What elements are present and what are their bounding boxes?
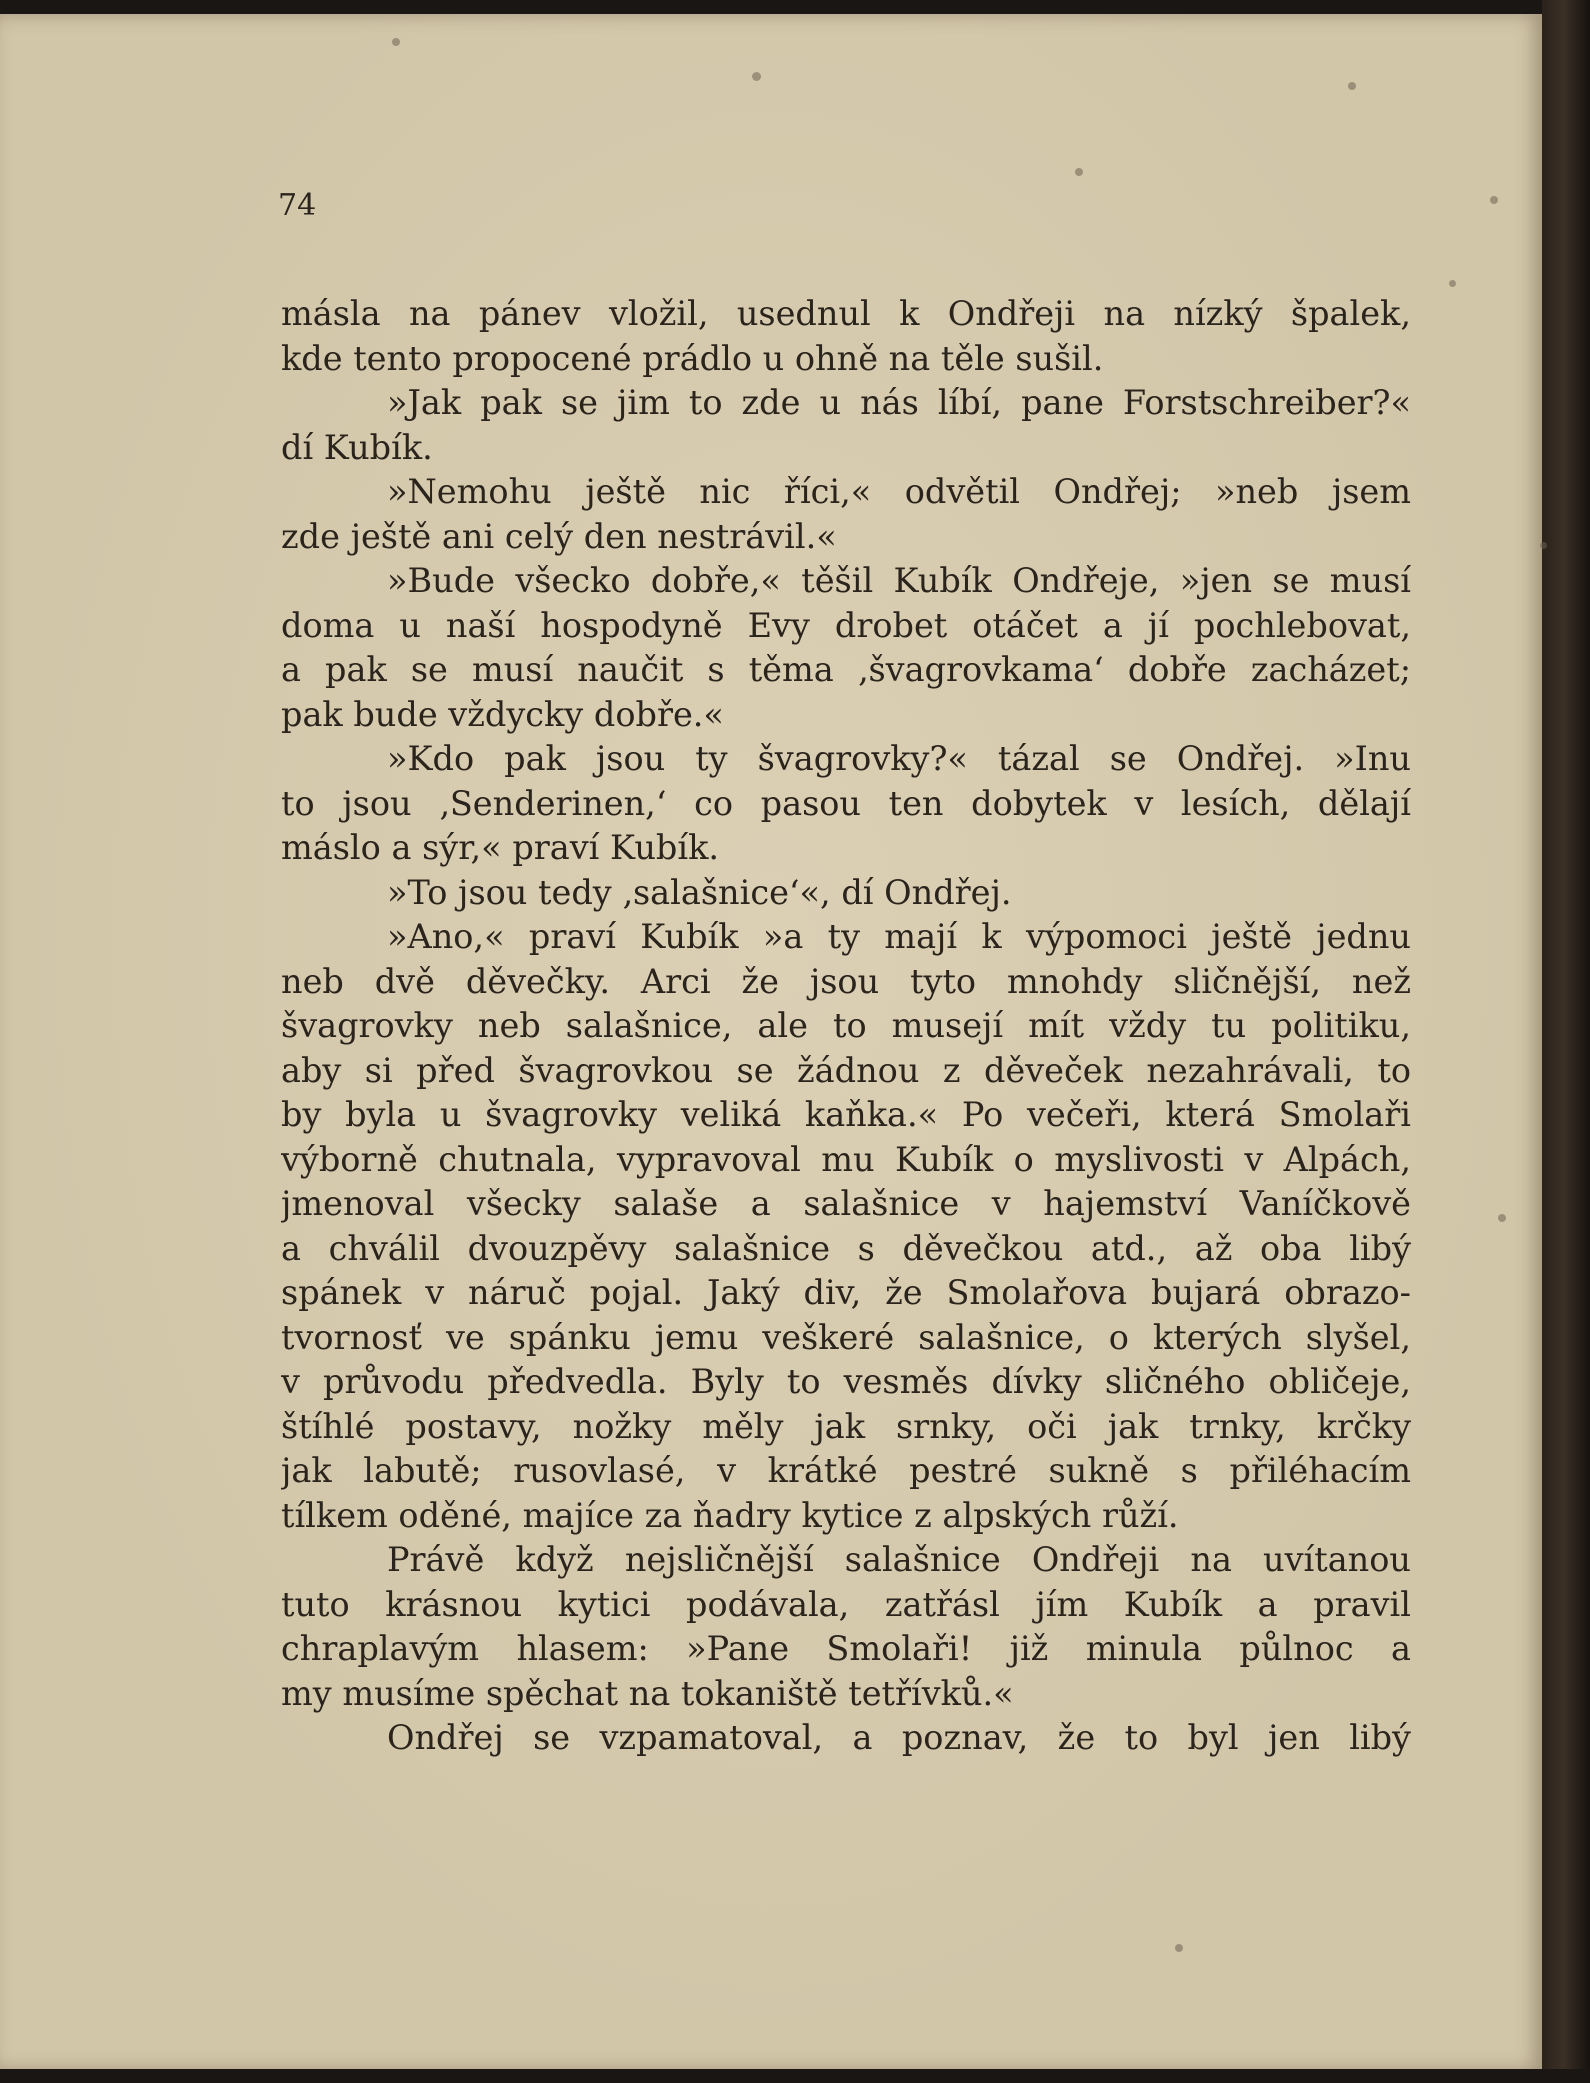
text-line: jmenoval všecky salaše a salašnice v hajemství Vaníčkově (281, 1184, 1411, 1223)
text-line: doma u naší hospodyně Evy drobet otáčet a jí pochlebovat, (281, 605, 1411, 645)
text-line: jak labutě; rusovlasé, v krátké pestré sukně s přiléhacím (281, 1451, 1411, 1490)
paper-speck (1498, 1214, 1506, 1222)
text-line: Ondřej se vzpamatoval, a poznav, že to byl jen libý (387, 1718, 1411, 1757)
scan-bottom-edge (0, 2069, 1590, 2083)
page-number: 74 (278, 188, 317, 223)
text-line: »Kdo pak jsou ty švagrovky?« tázal se Ondřej. »Inu (387, 739, 1411, 778)
text-line: a pak se musí naučit s těma ‚švagrovkama‘ dobře zacházet; (281, 650, 1411, 689)
text-line: my musíme spěchat na tokaniště tetřívků.« (281, 1673, 1014, 1713)
text-line: zde ještě ani celý den nestrávil.« (281, 516, 837, 556)
paper-speck (752, 72, 761, 81)
paper-speck (1075, 168, 1083, 176)
paper-speck (1348, 82, 1356, 90)
text-line: to jsou ‚Senderinen,‘ co pasou ten dobytek v lesích, dělají (281, 783, 1411, 823)
text-line: a chválil dvouzpěvy salašnice s děvečkou atd., až oba libý (281, 1228, 1411, 1268)
text-line: v průvodu předvedla. Byly to vesměs dívky sličného obličeje, (281, 1362, 1411, 1401)
paper-speck (1449, 280, 1456, 287)
text-line: másla na pánev vložil, usednul k Ondřeji na nízký špalek, (281, 294, 1411, 333)
paper-speck (1175, 1944, 1183, 1952)
book-binding-edge (1542, 0, 1590, 2083)
paper-speck (1540, 542, 1547, 549)
text-line: »Jak pak se jim to zde u nás líbí, pane Forstschreiber?« (387, 383, 1411, 422)
text-line: »To jsou tedy ‚salašnice‘«, dí Ondřej. (387, 872, 1012, 912)
text-line: spánek v náruč pojal. Jaký div, že Smolařova bujará obrazo- (281, 1273, 1411, 1312)
text-line: pak bude vždycky dobře.« (281, 694, 724, 734)
text-line: máslo a sýr,« praví Kubík. (281, 828, 720, 867)
text-line: Právě když nejsličnější salašnice Ondřeji na uvítanou (387, 1540, 1411, 1579)
text-line: švagrovky neb salašnice, ale to musejí mít vždy tu politiku, (281, 1006, 1411, 1045)
text-line: »Ano,« praví Kubík »a ty mají k výpomoci ještě jednu (387, 917, 1411, 956)
text-line: neb dvě děvečky. Arci že jsou tyto mnohdy sličnější, než (281, 961, 1411, 1001)
text-line: tílkem oděné, majíce za ňadry kytice z alpských růží. (281, 1495, 1179, 1535)
text-line: výborně chutnala, vypravoval mu Kubík o myslivosti v Alpách, (281, 1139, 1411, 1179)
text-line: kde tento propocené prádlo u ohně na těle sušil. (281, 338, 1104, 378)
text-line: »Bude všecko dobře,« těšil Kubík Ondřeje, »jen se musí (387, 561, 1411, 600)
paper-speck (1490, 196, 1498, 204)
text-line: dí Kubík. (281, 427, 433, 467)
text-line: tuto krásnou kytici podávala, zatřásl jím Kubík a pravil (281, 1584, 1411, 1624)
text-line: by byla u švagrovky veliká kaňka.« Po večeři, která Smolaři (281, 1095, 1411, 1134)
text-line: aby si před švagrovkou se žádnou z děveček nezahrávali, to (281, 1050, 1411, 1090)
text-line: tvornosť ve spánku jemu veškeré salašnice, o kterých slyšel, (281, 1317, 1411, 1357)
body-text (281, 292, 1411, 1761)
text-line: štíhlé postavy, nožky měly jak srnky, oči jak trnky, krčky (281, 1406, 1411, 1446)
paper-speck (392, 38, 400, 46)
text-line: chraplavým hlasem: »Pane Smolaři! již minula půlnoc a (281, 1629, 1411, 1668)
text-line: »Nemohu ještě nic říci,« odvětil Ondřej; »neb jsem (387, 472, 1411, 511)
